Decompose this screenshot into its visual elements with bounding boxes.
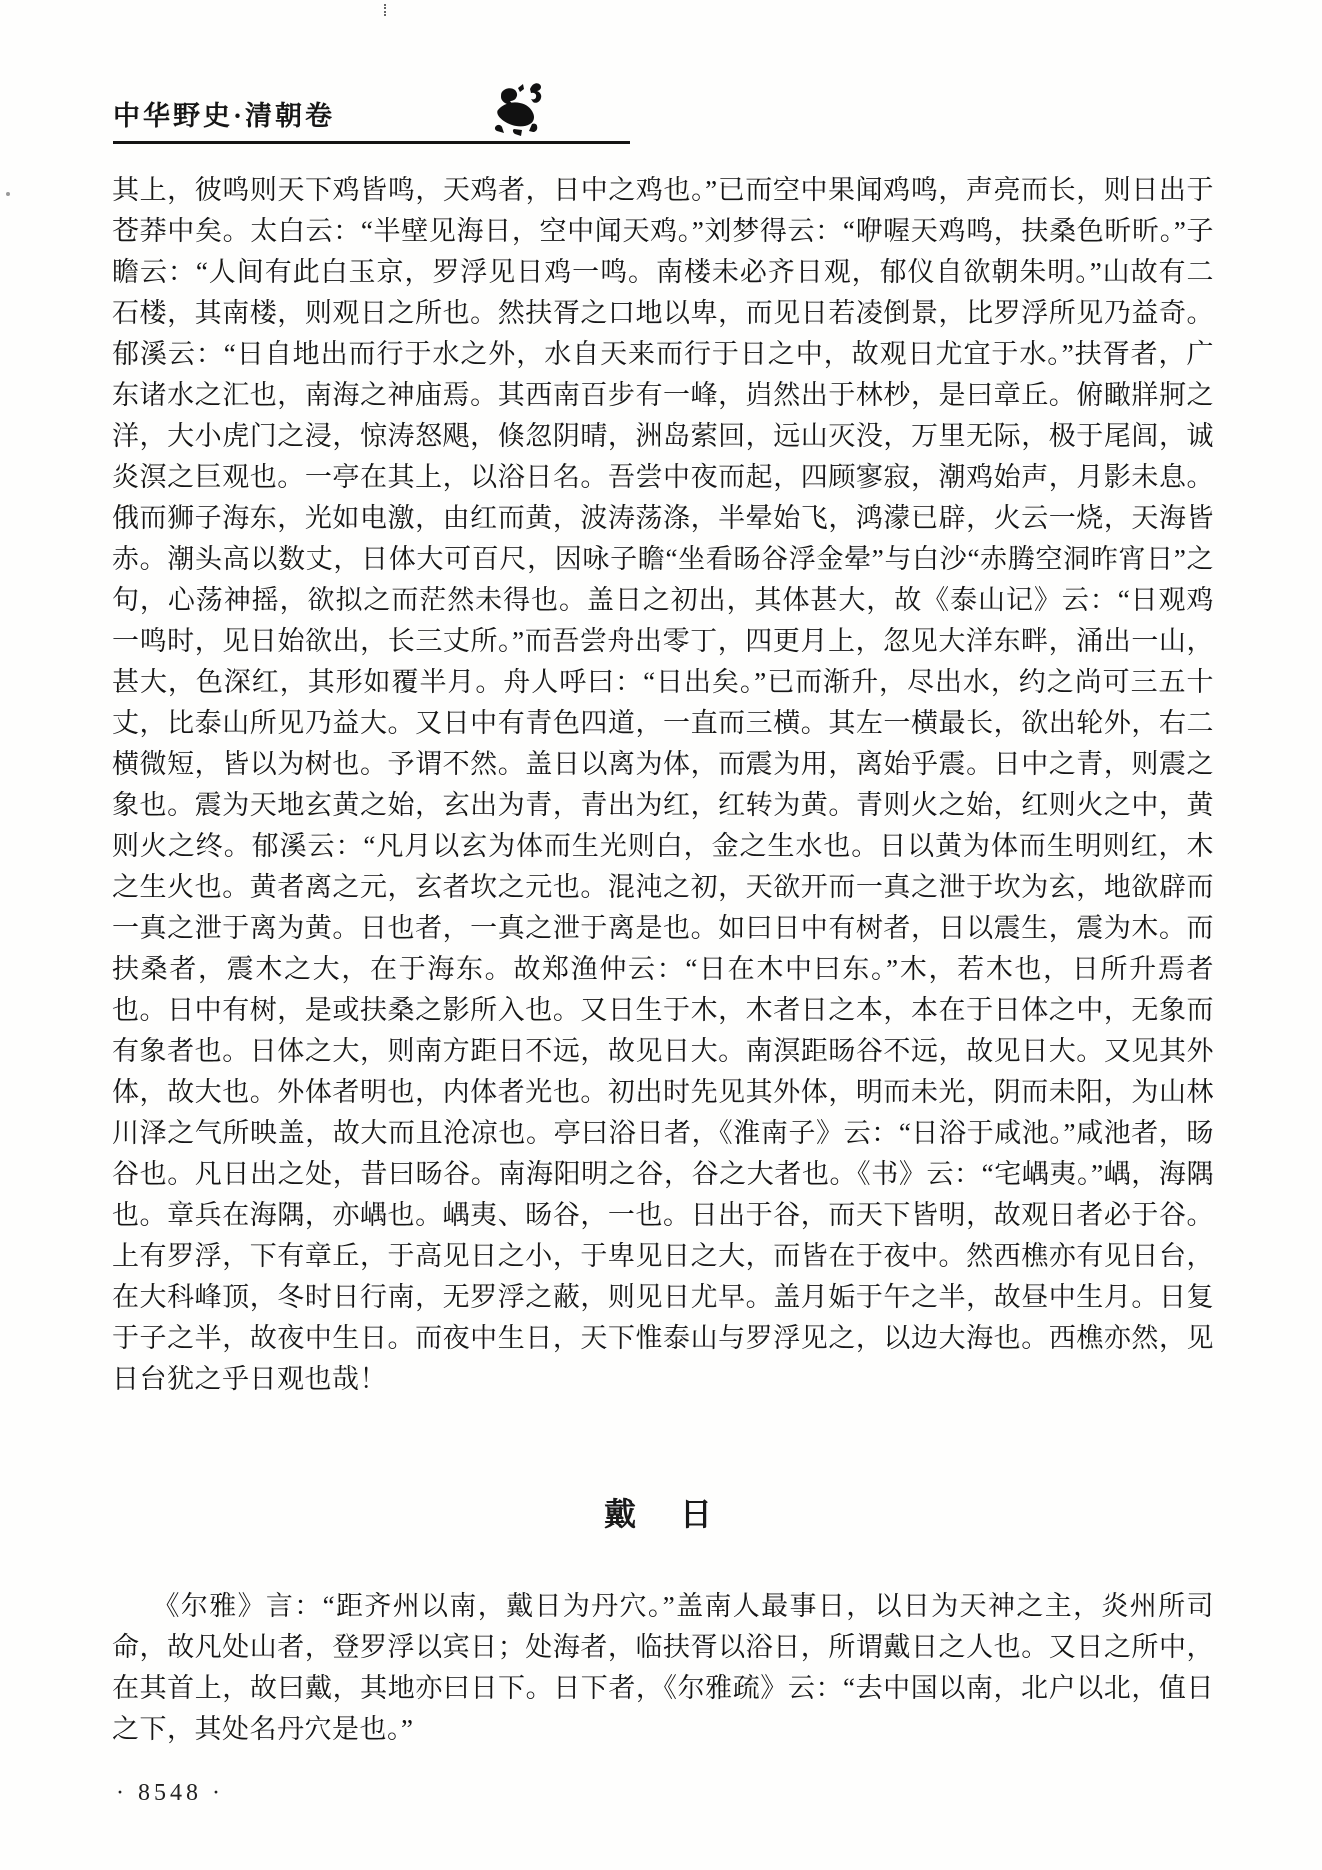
scan-speck [6,192,10,196]
article-paragraph-continuation: 其上，彼鸣则天下鸡皆鸣，天鸡者，日中之鸡也。”已而空中果闻鸡鸣，声亮而长，则日出于苍莽中矣。太白云：“半壁见海日，空中闻天鸡。”刘梦得云：“咿喔天鸡鸣，扶桑色昕昕。”子瞻云：“人间有此白玉京，罗浮见日鸡一鸣。南楼未必齐日观，郁仪自欲朝朱明。”山故有二石楼，其南楼，则观日之所也。然扶胥之口地以卑，而见日若凌倒景，比罗浮所见乃益奇。郁溪云：“日自地出而行于水之外，水自天来而行于日之中，故观日尤宜于水。”扶胥者，广东诸水之汇也，南海之神庙焉。其西南百步有一峰，岿然出于林杪，是曰章丘。俯瞰牂牁之洋，大小虎门之浸，惊涛怒飓，倏忽阴晴，洲岛萦回，远山灭没，万里无际，极于尾闾，诚炎溟之巨观也。一亭在其上，以浴日名。吾尝中夜而起，四顾寥寂，潮鸡始声，月影未息。俄而狮子海东，光如电激，由红而黄，波涛荡涤，半晕始飞，鸿濛已辟，火云一烧，天海皆赤。潮头高以数丈，日体大可百尺，因咏子瞻“坐看旸谷浮金晕”与白沙“赤腾空洞昨宵日”之句，心荡神摇，欲拟之而茫然未得也。盖日之初出，其体甚大，故《泰山记》云：“日观鸡一鸣时，见日始欲出，长三丈所。”而吾尝舟出零丁，四更月上，忽见大洋东畔，涌出一山，甚大，色深红，其形如覆半月。舟人呼曰：“日出矣。”已而渐升，尽出水，约之尚可三五十丈，比泰山所见乃益大。又日中有青色四道，一直而三横。其左一横最长，欲出轮外，右二横微短，皆以为树也。予谓不然。盖日以离为体，而震为用，离始乎震。日中之青，则震之象也。震为天地玄黄之始，玄出为青，青出为红，红转为黄。青则火之始，红则火之中，黄则火之终。郁溪云：“凡月以玄为体而生光则白，金之生水也。日以黄为体而生明则红，木之生火也。黄者离之元，玄者坎之元也。混沌之初，天欲开而一真之泄于坎为玄，地欲辟而一真之泄于离为黄。日也者，一真之泄于离是也。如曰日中有树者，日以震生，震为木。而扶桑者，震木之大，在于海东。故郑渔仲云：“日在木中曰东。”木，若木也，日所升焉者也。日中有树，是或扶桑之影所入也。又日生于木，木者日之本，本在于日体之中，无象而有象者也。日体之大，则南方距日不远，故见日大。南溟距旸谷不远，故见日大。又见其外体，故大也。外体者明也，内体者光也。初出时先见其外体，明而未光，阴而未阳，为山林川泽之气所映盖，故大而且沧凉也。亭曰浴日者，《淮南子》云：“日浴于咸池。”咸池者，旸谷也。凡日出之处，昔曰旸谷。南海阳明之谷，谷之大者也。《书》云：“宅嵎夷。”嵎，海隅也。章兵在海隅，亦嵎也。嵎夷、旸谷，一也。日出于谷，而天下皆明，故观日者必于谷。上有罗浮，下有章丘，于高见日之小，于卑见日之大，而皆在于夜中。然西樵亦有见日台，在大科峰顶，冬时日行南，无罗浮之蔽，则见日尤早。盖月姤于午之半，故昼中生月。日复于子之半，故夜中生日。而夜中生日，天下惟泰山与罗浮见之，以边大海也。西樵亦然，见日台犹之乎日观也哉！ [112,175,1214,1394]
scan-speck [384,4,388,16]
article-paragraph: 《尔雅》言：“距齐州以南，戴日为丹穴。”盖南人最事日，以日为天神之主，炎州所司命，故凡处山者，登罗浮以宾日；处海者，临扶胥以浴日，所谓戴日之人也。又日之所中，在其首上，故曰戴，其地亦曰日下。日下者，《尔雅疏》云：“去中国以南，北户以北，值日之下，其处名丹穴是也。” [112,1591,1214,1744]
header-rule [113,141,630,144]
section-heading: 戴 日 [603,1496,718,1532]
dragon-stamp-icon [488,80,548,140]
page-number: · 8548 · [116,1780,224,1806]
book-title: 中华野史·清朝卷 [113,101,336,131]
